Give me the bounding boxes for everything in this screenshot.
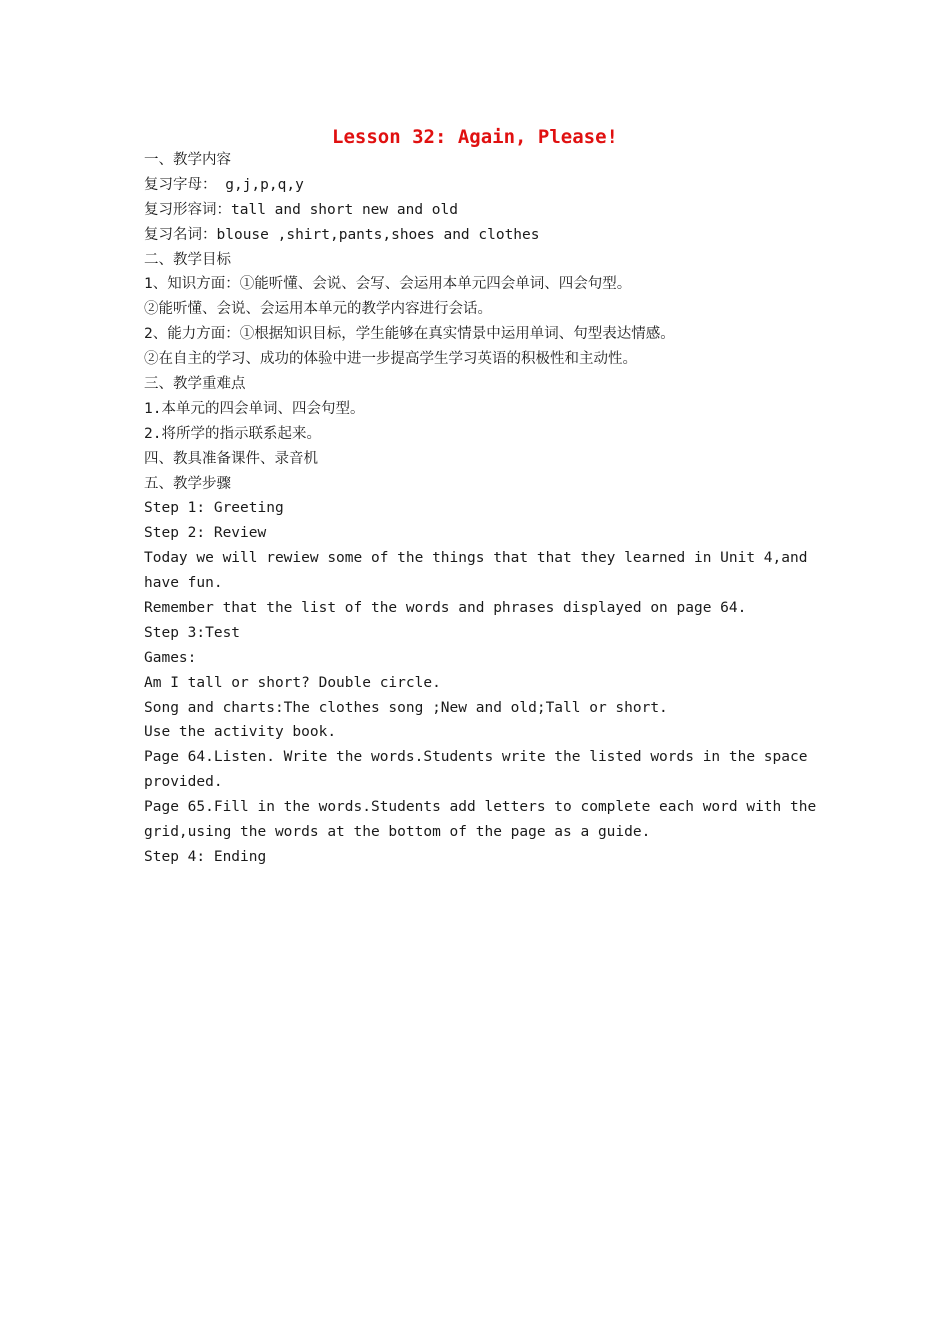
game-item: Am I tall or short? Double circle. bbox=[144, 674, 441, 691]
section-heading-steps: 五、教学步骤 bbox=[144, 475, 231, 492]
review-letters: 复习字母： g,j,p,q,y bbox=[144, 176, 304, 193]
page-64-line-1: Page 64.Listen. Write the words.Students write the listed words in the space bbox=[144, 749, 808, 766]
step-1: Step 1: Greeting bbox=[144, 500, 284, 517]
section-heading-goals: 二、教学目标 bbox=[144, 251, 231, 268]
key-point-2: 2.将所学的指示联系起来。 bbox=[144, 425, 321, 442]
review-nouns: 复习名词：blouse ,shirt,pants,shoes and clothes bbox=[144, 226, 540, 243]
page-65-line-1: Page 65.Fill in the words.Students add letters to complete each word with the bbox=[144, 799, 817, 816]
review-adjectives: 复习形容词：tall and short new and old bbox=[144, 201, 458, 218]
song-and-charts: Song and charts:The clothes song ;New and old;Tall or short. bbox=[144, 699, 668, 716]
step-2: Step 2: Review bbox=[144, 525, 267, 542]
key-point-1: 1.本单元的四会单词、四会句型。 bbox=[144, 400, 365, 417]
step-4: Step 4: Ending bbox=[144, 848, 267, 865]
section-heading-key-points: 三、教学重难点 bbox=[144, 376, 246, 393]
remember-line: Remember that the list of the words and phrases displayed on page 64. bbox=[144, 600, 747, 617]
lesson-title: Lesson 32: Again, Please! bbox=[332, 126, 618, 148]
games-label: Games: bbox=[144, 649, 197, 666]
section-heading-content: 一、教学内容 bbox=[144, 152, 231, 168]
page-64-line-2: provided. bbox=[144, 774, 223, 791]
step-3: Step 3:Test bbox=[144, 624, 241, 641]
lesson-body bbox=[144, 148, 817, 870]
goal-ability-2: ②在自主的学习、成功的体验中进一步提高学生学习英语的积极性和主动性。 bbox=[144, 351, 637, 368]
goal-knowledge-2: ②能听懂、会说、会运用本单元的教学内容进行会话。 bbox=[144, 301, 492, 318]
goal-ability-1: 2、能力方面：①根据知识目标，学生能够在真实情景中运用单词、句型表达情感。 bbox=[144, 326, 675, 343]
goal-knowledge-1: 1、知识方面：①能听懂、会说、会写、会运用本单元四会单词、四会句型。 bbox=[144, 276, 632, 293]
activity-book-line: Use the activity book. bbox=[144, 724, 337, 741]
section-heading-materials: 四、教具准备课件、录音机 bbox=[144, 450, 318, 467]
review-paragraph-line-1: Today we will rewiew some of the things that that they learned in Unit 4,and bbox=[144, 550, 808, 567]
review-paragraph-line-2: have fun. bbox=[144, 575, 223, 592]
page-65-line-2: grid,using the words at the bottom of the page as a guide. bbox=[144, 824, 651, 841]
